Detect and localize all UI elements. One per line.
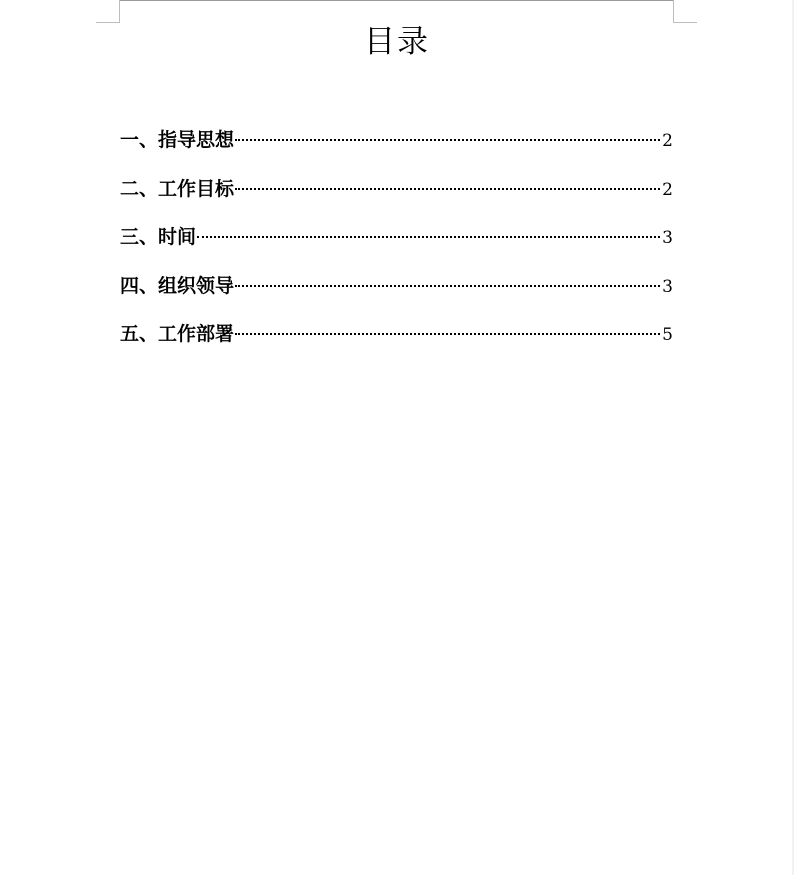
- table-of-contents: [120, 126, 673, 369]
- toc-page-number: 2: [662, 179, 673, 200]
- toc-dot-leader: [235, 333, 660, 335]
- toc-dot-leader: [235, 188, 660, 190]
- margin-corner-mark-top-left-vertical: [119, 0, 120, 23]
- toc-dot-leader: [235, 139, 660, 141]
- toc-entry-organization-leadership[interactable]: [120, 272, 673, 321]
- margin-corner-mark-top-right-vertical: [673, 0, 674, 23]
- toc-entry-work-goals[interactable]: [120, 175, 673, 224]
- toc-title: 目录: [364, 24, 430, 60]
- toc-entry-label: 三、时间: [120, 226, 197, 248]
- toc-entry-label: 一、指导思想: [120, 129, 235, 151]
- toc-entry-label: 五、工作部署: [120, 323, 235, 345]
- toc-page-number: 2: [662, 131, 673, 151]
- toc-entry-label: 四、组织领导: [120, 274, 235, 297]
- page-top-border: [120, 0, 673, 1]
- toc-page-number: 5: [662, 325, 673, 345]
- toc-entry-label: 二、工作目标: [120, 177, 235, 200]
- toc-entry-time[interactable]: [120, 223, 673, 272]
- toc-page-number: 3: [662, 228, 673, 248]
- toc-page-number: 3: [662, 276, 673, 297]
- toc-entry-work-deployment[interactable]: [120, 320, 673, 369]
- toc-dot-leader: [197, 236, 660, 238]
- toc-dot-leader: [235, 285, 660, 287]
- toc-entry-guiding-ideology[interactable]: [120, 126, 673, 175]
